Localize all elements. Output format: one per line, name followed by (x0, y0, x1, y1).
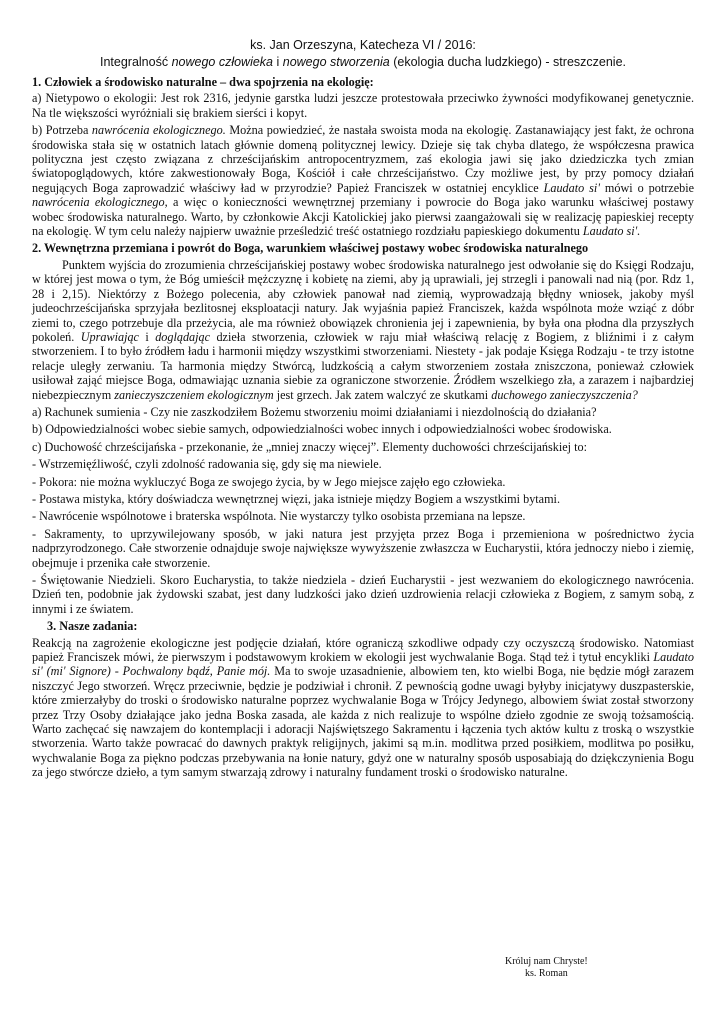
section-1-heading: 1. Człowiek a środowisko naturalne – dwa spojrzenia na ekologię: (32, 75, 374, 89)
spirituality-item: - Nawrócenie wspólnotowe i braterska wspólnota. Nie wystarczy tylko osobista przemiana na lepsze. (32, 509, 526, 524)
section-1-paragraph-a: a) Nietypowo o ekologii: Jest rok 2316, jedynie garstka ludzi jeszcze protestowała przeciwko żywności modyfikowanej genetycznie. Na tle większości wyróżniali się brakiem sierści i kopyt. (32, 91, 694, 120)
section-3-heading: 3. Nasze zadania: (47, 619, 138, 634)
spirituality-item: - Wstrzemięźliwość, czyli zdolność radowania się, gdy się ma niewiele. (32, 457, 382, 472)
signature (505, 956, 588, 980)
signature-line-2: ks. Roman (524, 968, 568, 979)
section-3-paragraph: Reakcją na zagrożenie ekologiczne jest podjęcie działań, które ograniczą szkodliwe odpady czy oczyszczą środowisko. Natomiast papież Franciszek mówi, że pierwszym i podstawowym krokiem w ekologii jest wychwalanie Boga. Stąd też i tytuł encykliki Laudato si' (mi' Signore) - Pochwalony bądź, Panie mój. Ma to swoje uzasadnienie, albowiem ten, kto wielbi Boga, nie będzie mógł zarazem niszczyć Jego stworzeń. Wręcz przeciwnie, będzie je podziwiał i chronił. Z pewnością godne uwagi byłyby inicjatywy duszpasterskie, które zmierzałyby do troski o środowisko naturalne poprzez wychwalanie Boga w Trójcy Jedynego, albowiem świat został stworzony przez Trzy Osoby działające jako jedna Boska zasada, ale każda z nich realizuje to wspólne dzieło zgodnie ze swoją tożsamością. Warto zachęcać się nawzajem do kontemplacji i adoracji Najświętszego Sakramentu i łączenia tych aktów kultu z troską o wszystkie stworzenia. Warto także powracać do dawnych praktyk religijnych, jakimi są m.in. modlitwa przed posiłkiem, modlitwa po posiłku, wychwalanie Boga za piękno podczas przebywania na łonie natury, gdyż one w naturalny sposób usposabiają do dziękczynienia Bogu za jego stwórcze dzieło, a tym samym stwarzają zdrowy i naturalny fundament troski o środowisko naturalne. (32, 635, 694, 780)
section-2-item-b: b) Odpowiedzialności wobec siebie samych, odpowiedzialności wobec innych i odpowiedzialności wobec środowiska. (32, 422, 612, 437)
section-2-item-c: c) Duchowość chrześcijańska - przekonanie, że „mniej znaczy więcej”. Elementy duchowości chrześcijańskiej to: (32, 439, 587, 454)
section-2-item-a: a) Rachunek sumienia - Czy nie zaszkodziłem Bożemu stworzeniu moimi działaniami i niezdolnością do działania? (32, 404, 597, 419)
document-title: Integralność nowego człowieka i nowego stworzenia (ekologia ducha ludzkiego) - streszczenie. (99, 54, 626, 69)
section-2-heading: 2. Wewnętrzna przemiana i powrót do Boga, warunkiem właściwej postawy wobec środowiska naturalnego (32, 241, 589, 256)
section-2-paragraph: Punktem wyjścia do zrozumienia chrześcijańskiej postawy wobec środowiska naturalnego jest odwołanie się do Księgi Rodzaju, w której jest mowa o tym, że Bóg umieścił mężczyznę i kobietę na ziemi, aby ją uprawiali, jej strzegli i panowali nad nią (por. Rdz 1, 28 i 2,15). Niektórzy z Bożego polecenia, aby człowiek panował nad ziemią, wyprowadzają błędny wniosek, jakoby myśl judeochrześcijańska sprzyjała bezlitosnej eksploatacji natury. Jak wyjaśnia papież Franciszek, każda wspólnota może wziąć z dóbr ziemi to, czego potrzebuje dla przeżycia, ale ma również obowiązek chronienia jej i zapewnienia, by była ona płodna dla przyszłych pokoleń. Uprawiając i doglądając dzieła stworzenia, człowiek w raju miał właściwą relację z Bogiem, z bliźnimi i z całym stworzeniem. I to było źródłem ładu i harmonii między wszystkimi stworzeniami. Niestety - jak podaje Księga Rodzaju - te trzy istotne relacje uległy zerwaniu. Ta harmonia między Stwórcą, ludzkością a całym stworzeniem została zniszczona, ponieważ człowiek usiłował zająć miejsce Boga, odmawiając uznania siebie za ograniczone stworzenie. Źródłem wszelkiego zła, a zarazem i najbardziej niebezpiecznym zanieczyszczeniem ekologicznym jest grzech. Jak zatem walczyć ze skutkami duchowego zanieczyszczenia? (32, 257, 695, 402)
signature-line-1: Króluj nam Chryste! (505, 956, 588, 967)
spirituality-item: - Sakramenty, to uprzywilejowany sposób, w jaki natura jest przyjęta przez Boga i przemieniona w pośrednictwo życia nadprzyrodzonego. Całe stworzenie odnajduje swoje największe wywyższenie zwłaszcza w Eucharystii, która jednoczy niebo i ziemię, obejmuje i przenika całe stworzenie. (32, 526, 694, 570)
spirituality-item: - Pokora: nie można wykluczyć Boga ze swojego życia, by w Jego miejsce zajęło ego człowieka. (32, 474, 506, 489)
document-page (32, 38, 694, 783)
document-author-line: ks. Jan Orzeszyna, Katecheza VI / 2016: (250, 38, 476, 52)
spirituality-item: - Świętowanie Niedzieli. Skoro Eucharystia, to także niedziela - dzień Eucharystii - jest wezwaniem do ekologicznego nawrócenia. Dzień ten, podobnie jak żydowski szabat, jest dany ludzkości jako dzień uzdrowienia relacji człowieka z Bogiem, z samym sobą, z innymi i ze światem. (32, 573, 694, 616)
section-1-paragraph-b: b) Potrzeba nawrócenia ekologicznego. Można powiedzieć, że nastała swoista moda na ekologię. Zastanawiający jest fakt, że ochrona środowiska stała się w ostatnich latach głównie domeną politycznej lewicy. Dzieje się tak chyba dlatego, że współczesna prawica polityczna jest często związana z chrześcijańskim antropocentryzmem, zaś ekologia jawi się jako dziedziczka tych zmian światopoglądowych, które zakwestionowały Boga, Kościół i całe chrześcijaństwo. Czy możliwe jest, by przy pomocy działań negujących Boga zaprowadzić właściwy ład w przyrodzie? Papież Franciszek w ostatniej encyklice Laudato si' mówi o potrzebie nawrócenia ekologicznego, a więc o konieczności wewnętrznej przemiany i powrocie do Boga jako warunku właściwej postawy wobec środowiska naturalnego. Warto, by członkowie Akcji Katolickiej jako pierwsi zaangażowali się w realizację papieskiej recepty na ekologię. W tym celu należy najpierw uważnie prześledzić treść ostatniego rozdziału papieskiego dokumentu Laudato si'. (32, 123, 695, 239)
spirituality-item: - Postawa mistyka, który doświadcza wewnętrznej więzi, jaka istnieje między Bogiem a wszystkimi bytami. (32, 491, 560, 506)
